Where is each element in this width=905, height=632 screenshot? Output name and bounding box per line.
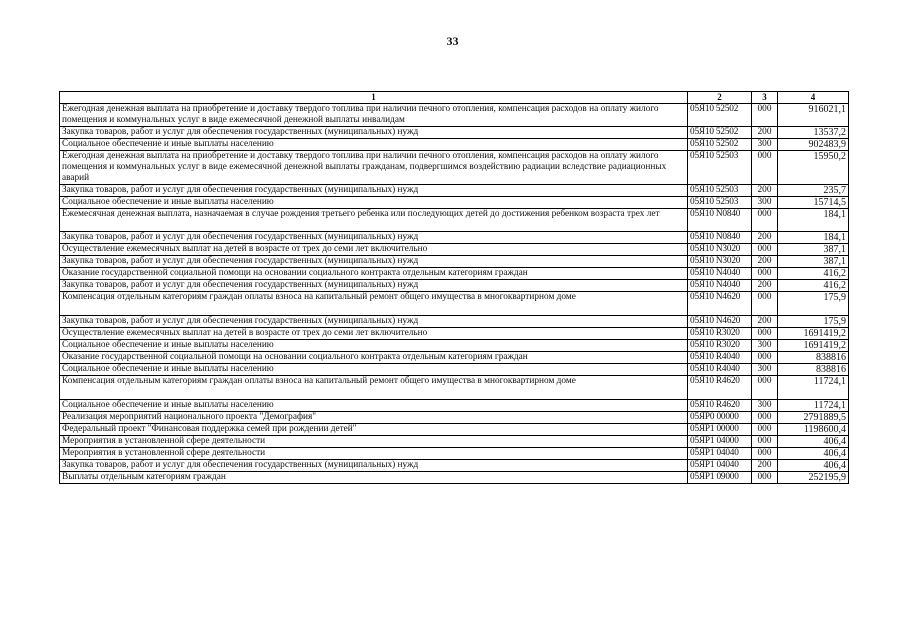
row-code-cell: 05Я10 R3020 (688, 340, 752, 352)
table-row (60, 376, 849, 400)
row-kvr-cell: 200 (752, 232, 778, 244)
row-amount-cell: 252195,9 (778, 472, 849, 484)
row-code-cell: 05ЯР1 04040 (688, 448, 752, 460)
row-code-cell: 05Я10 52503 (688, 185, 752, 197)
row-kvr-cell: 000 (752, 436, 778, 448)
row-amount-cell: 1691419,2 (778, 328, 849, 340)
row-code-cell: 05ЯР1 00000 (688, 424, 752, 436)
row-amount-cell: 15950,2 (778, 151, 849, 185)
row-amount-cell: 1198600,4 (778, 424, 849, 436)
row-amount-cell: 406,4 (778, 448, 849, 460)
row-name-cell: Закупка товаров, работ и услуг для обеспечения государственных (муниципальных) нужд (60, 280, 688, 292)
row-amount-cell: 175,9 (778, 316, 849, 328)
row-kvr-cell: 000 (752, 151, 778, 185)
row-amount-cell: 387,1 (778, 256, 849, 268)
table-row (60, 197, 849, 209)
row-amount-cell: 15714,5 (778, 197, 849, 209)
header-amount: 4 (778, 92, 849, 104)
row-amount-cell: 235,7 (778, 185, 849, 197)
row-amount-cell: 902483,9 (778, 139, 849, 151)
header-kvr: 3 (752, 92, 778, 104)
row-code-cell: 05Я10 N4040 (688, 268, 752, 280)
table-body (60, 104, 849, 484)
row-amount-cell: 416,2 (778, 280, 849, 292)
row-name-cell: Выплаты отдельным категориям граждан (60, 472, 688, 484)
table-row (60, 151, 849, 185)
row-name-cell: Закупка товаров, работ и услуг для обеспечения государственных (муниципальных) нужд (60, 256, 688, 268)
table-row (60, 352, 849, 364)
row-kvr-cell: 000 (752, 424, 778, 436)
row-name-cell: Закупка товаров, работ и услуг для обеспечения государственных (муниципальных) нужд (60, 316, 688, 328)
row-code-cell: 05Я10 52503 (688, 151, 752, 185)
table-row (60, 400, 849, 412)
row-code-cell: 05ЯР1 09000 (688, 472, 752, 484)
row-name-cell: Мероприятия в установленной сфере деятельности (60, 448, 688, 460)
row-code-cell: 05ЯР1 04040 (688, 460, 752, 472)
row-amount-cell: 838816 (778, 364, 849, 376)
row-kvr-cell: 200 (752, 280, 778, 292)
row-kvr-cell: 200 (752, 127, 778, 139)
row-amount-cell: 406,4 (778, 460, 849, 472)
row-kvr-cell: 200 (752, 185, 778, 197)
row-kvr-cell: 200 (752, 460, 778, 472)
row-code-cell: 05Я10 52502 (688, 104, 752, 127)
row-name-cell: Оказание государственной социальной помощи на основании социального контракта отдельным категориям граждан (60, 352, 688, 364)
row-code-cell: 05Я10 N0840 (688, 209, 752, 232)
row-amount-cell: 11724,1 (778, 376, 849, 400)
row-kvr-cell: 000 (752, 104, 778, 127)
row-code-cell: 05Я10 R3020 (688, 328, 752, 340)
row-kvr-cell: 000 (752, 268, 778, 280)
row-amount-cell: 1691419,2 (778, 340, 849, 352)
row-name-cell: Мероприятия в установленной сфере деятельности (60, 436, 688, 448)
row-name-cell: Закупка товаров, работ и услуг для обеспечения государственных (муниципальных) нужд (60, 460, 688, 472)
row-kvr-cell: 300 (752, 400, 778, 412)
table-row (60, 139, 849, 151)
row-code-cell: 05Я10 R4040 (688, 364, 752, 376)
row-amount-cell: 387,1 (778, 244, 849, 256)
row-amount-cell: 13537,2 (778, 127, 849, 139)
header-name: 1 (60, 92, 688, 104)
page-number: 33 (446, 34, 459, 48)
table-row (60, 424, 849, 436)
row-code-cell: 05Я10 N4040 (688, 280, 752, 292)
row-kvr-cell: 000 (752, 376, 778, 400)
row-amount-cell: 184,1 (778, 232, 849, 244)
row-name-cell: Реализация мероприятий национального проекта "Демография" (60, 412, 688, 424)
table-row (60, 340, 849, 352)
row-amount-cell: 175,9 (778, 292, 849, 316)
table-row (60, 316, 849, 328)
row-amount-cell: 916021,1 (778, 104, 849, 127)
row-name-cell: Осуществление ежемесячных выплат на детей в возрасте от трех до семи лет включительно (60, 328, 688, 340)
row-kvr-cell: 000 (752, 292, 778, 316)
table-row (60, 127, 849, 139)
header-code: 2 (688, 92, 752, 104)
row-code-cell: 05Я10 R4620 (688, 400, 752, 412)
table-row (60, 328, 849, 340)
table-row (60, 209, 849, 232)
row-kvr-cell: 000 (752, 244, 778, 256)
table-row (60, 364, 849, 376)
row-name-cell: Оказание государственной социальной помощи на основании социального контракта отдельным категориям граждан (60, 268, 688, 280)
row-code-cell: 05Я10 N3020 (688, 256, 752, 268)
table-row (60, 232, 849, 244)
row-code-cell: 05Я10 52503 (688, 197, 752, 209)
table-row (60, 460, 849, 472)
row-name-cell: Социальное обеспечение и иные выплаты населению (60, 139, 688, 151)
table-row (60, 268, 849, 280)
table-row (60, 412, 849, 424)
row-code-cell: 05Я10 N0840 (688, 232, 752, 244)
row-kvr-cell: 200 (752, 316, 778, 328)
row-amount-cell: 406,4 (778, 436, 849, 448)
row-amount-cell: 184,1 (778, 209, 849, 232)
row-name-cell: Ежегодная денежная выплата на приобретение и доставку твердого топлива при наличии печного отопления, компенсация расходов на оплату жилого помещения и коммунальных услуг в виде ежемесячной денежной выплаты инвалидам (60, 104, 688, 127)
row-code-cell: 05Я10 R4620 (688, 376, 752, 400)
row-kvr-cell: 300 (752, 364, 778, 376)
row-name-cell: Социальное обеспечение и иные выплаты населению (60, 340, 688, 352)
table-row (60, 104, 849, 127)
row-name-cell: Закупка товаров, работ и услуг для обеспечения государственных (муниципальных) нужд (60, 232, 688, 244)
row-amount-cell: 11724,1 (778, 400, 849, 412)
row-kvr-cell: 300 (752, 197, 778, 209)
table-row (60, 472, 849, 484)
row-name-cell: Компенсация отдельным категориям граждан оплаты взноса на капитальный ремонт общего имущества в многоквартирном доме (60, 292, 688, 316)
table-row (60, 256, 849, 268)
row-amount-cell: 2791889,5 (778, 412, 849, 424)
table-row (60, 292, 849, 316)
row-name-cell: Компенсация отдельным категориям граждан оплаты взноса на капитальный ремонт общего имущества в многоквартирном доме (60, 376, 688, 400)
row-kvr-cell: 000 (752, 209, 778, 232)
row-kvr-cell: 200 (752, 256, 778, 268)
row-name-cell: Социальное обеспечение и иные выплаты населению (60, 400, 688, 412)
row-name-cell: Ежемесячная денежная выплата, назначаемая в случае рождения третьего ребенка или последующих детей до достижения ребенком возраста трех лет (60, 209, 688, 232)
row-name-cell: Социальное обеспечение и иные выплаты населению (60, 364, 688, 376)
row-code-cell: 05Я10 N4620 (688, 292, 752, 316)
table-row (60, 436, 849, 448)
row-code-cell: 05ЯР1 04000 (688, 436, 752, 448)
row-name-cell: Закупка товаров, работ и услуг для обеспечения государственных (муниципальных) нужд (60, 127, 688, 139)
row-name-cell: Федеральный проект "Финансовая поддержка семей при рождении детей" (60, 424, 688, 436)
row-code-cell: 05Я10 52502 (688, 127, 752, 139)
row-code-cell: 05Я10 R4040 (688, 352, 752, 364)
row-amount-cell: 838816 (778, 352, 849, 364)
table-row (60, 448, 849, 460)
row-amount-cell: 416,2 (778, 268, 849, 280)
row-name-cell: Закупка товаров, работ и услуг для обеспечения государственных (муниципальных) нужд (60, 185, 688, 197)
budget-table (59, 91, 849, 484)
row-kvr-cell: 000 (752, 412, 778, 424)
row-name-cell: Осуществление ежемесячных выплат на детей в возрасте от трех до семи лет включительно (60, 244, 688, 256)
row-kvr-cell: 000 (752, 472, 778, 484)
row-kvr-cell: 000 (752, 352, 778, 364)
row-code-cell: 05Я10 N3020 (688, 244, 752, 256)
header-row (60, 92, 849, 104)
row-code-cell: 05ЯР0 00000 (688, 412, 752, 424)
row-name-cell: Социальное обеспечение и иные выплаты населению (60, 197, 688, 209)
row-kvr-cell: 000 (752, 448, 778, 460)
table-row (60, 244, 849, 256)
table-row (60, 185, 849, 197)
row-kvr-cell: 300 (752, 340, 778, 352)
table-row (60, 280, 849, 292)
row-name-cell: Ежегодная денежная выплата на приобретение и доставку твердого топлива при наличии печного отопления, компенсация расходов на оплату жилого помещения и коммунальных услуг в виде ежемесячной денежной выплаты гражданам, подвергшимся воздействию радиации вследствие радиационных аварий (60, 151, 688, 185)
row-code-cell: 05Я10 N4620 (688, 316, 752, 328)
row-code-cell: 05Я10 52502 (688, 139, 752, 151)
row-kvr-cell: 000 (752, 328, 778, 340)
row-kvr-cell: 300 (752, 139, 778, 151)
